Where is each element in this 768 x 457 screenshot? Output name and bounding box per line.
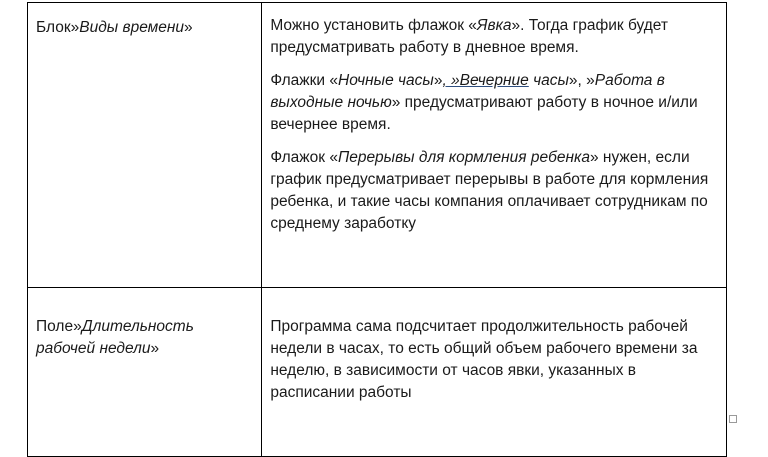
table-resize-handle[interactable] bbox=[729, 415, 737, 423]
text-run: ». Тогда график будет предусматривать работу в дневное время. bbox=[270, 17, 668, 56]
term-quote-open: » bbox=[70, 19, 80, 36]
text-run-underlined: , »Вечерние bbox=[442, 72, 529, 89]
table-row bbox=[28, 3, 727, 288]
description-paragraph: Программа сама подсчитает продолжительность рабочей недели в часах, то есть общий объем рабочего времени за неделю, в зависимости от часов явки, указанных в расписании работы bbox=[270, 318, 698, 401]
text-run: » bbox=[433, 72, 443, 89]
description-paragraph bbox=[270, 70, 718, 136]
text-run-italic: Перерывы для кормления ребенка bbox=[337, 149, 590, 166]
text-run-italic: часы bbox=[528, 72, 569, 89]
text-run: », » bbox=[568, 72, 595, 89]
term-quote-close: » bbox=[184, 19, 193, 36]
table-cell-description bbox=[262, 3, 727, 288]
text-run-italic: Работа в выходные ночью bbox=[270, 72, 665, 111]
text-run: » нужен, если график предусматривает перерывы в работе для кормления ребенка, и такие часы компания оплачивает сотрудникам по среднему заработку bbox=[270, 149, 709, 232]
term-prefix: Поле bbox=[36, 318, 74, 335]
description-paragraph bbox=[270, 147, 718, 235]
text-run-italic: Ночные часы bbox=[338, 72, 434, 89]
table-cell-term bbox=[28, 288, 262, 457]
text-run-italic: Явка bbox=[476, 17, 512, 34]
term-label: Виды времени bbox=[79, 19, 185, 36]
term-prefix: Блок bbox=[36, 19, 71, 36]
text-run: » предусматривают работу в ночное и/или вечернее время. bbox=[270, 94, 698, 133]
table-cell-term bbox=[28, 3, 262, 288]
term-label: Длительность рабочей недели bbox=[36, 318, 194, 357]
description-paragraph bbox=[270, 15, 718, 59]
table-row bbox=[28, 288, 727, 457]
document-table bbox=[27, 2, 727, 457]
text-run: Флажок « bbox=[270, 149, 338, 166]
text-run: Можно установить флажок « bbox=[270, 17, 477, 34]
text-run: Флажки « bbox=[270, 72, 338, 89]
term-quote-close: » bbox=[150, 340, 160, 357]
table-cell-description bbox=[262, 288, 727, 457]
term-quote-open: » bbox=[73, 318, 82, 335]
